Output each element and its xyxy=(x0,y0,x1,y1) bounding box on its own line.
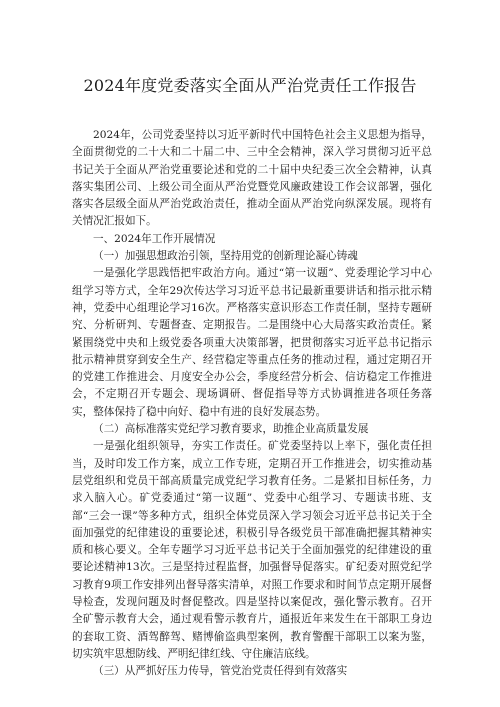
report-title: 2024年度党委落实全面从严治党责任工作报告 xyxy=(83,76,417,95)
report-body xyxy=(72,127,432,681)
subsection-paragraph-1: 一是强化学思践悟把牢政治方向。通过“第一议题”、党委理论学习中心组学习等方式，全年29次传达学习习近平总书记最新重要讲话和指示批示精神，党委中心组理论学习16次。严格落实意识形态工作责任制，坚持专题研究、分析研判、专题督查、定期报告。二是围绕中心大局落实政治责任。紧紧围绕党中央和上级党委各项重大决策部署，把贯彻落实习近平总书记指示批示精神贯穿到安全生产、经营稳定等重点任务的推动过程，通过定期召开的党建工作推进会、月度安全办公会，季度经营分析会、信访稳定工作推进会，不定期召开专题会、现场调研、督促指导等方式协调推进各项任务落实，整体保持了稳中向好、稳中有进的良好发展态势。 xyxy=(72,267,432,418)
section-heading: 一、2024年工作开展情况 xyxy=(93,232,216,245)
subsection-paragraph-2: 一是强化组织领导，夯实工作责任。矿党委坚持以上率下，强化责任担当，及时印发工作方案，成立工作专班，定期召开工作推进会，切实推动基层党组织和党员干部高质量完成党纪学习教育任务。二是紧扣目标任务，力求入脑入心。矿党委通过“第一议题”、党委中心组学习、专题读书班、支部“三会一课”等多种方式，组织全体党员深入学习领会习近平总书记关于全面加强党的纪律建设的重要论述，积极引导各级党员干部准确把握其精神实质和核心要义。全年专题学习习近平总书记关于全面加强党的纪律建设的重要论述精神13次。三是坚持过程监督，加强督导促落实。矿纪委对照党纪学习教育9项工作安排列出督导落实清单，对照工作要求和时间节点定期开展督导检查，发现问题及时督促整改。四是坚持以案促改，强化警示教育。召开全矿警示教育大会，通过观看警示教育片，通报近年来发生在干部职工身边的套取工资、酒驾醉驾、赌博偷盗典型案例，教育警醒干部职工以案为鉴，切实筑牢思想防线、严明纪律红线、守住廉洁底线。 xyxy=(72,440,432,660)
subsection-heading-3: （三）从严抓好压力传导，管党治党责任得到有效落实 xyxy=(93,665,348,678)
subsection-heading-2: （二）高标准落实党纪学习教育要求，助推企业高质量发展 xyxy=(93,423,369,436)
intro-paragraph: 2024年，公司党委坚持以习近平新时代中国特色社会主义思想为指导，全面贯彻党的二十大和二十届二中、三中全会精神，深入学习贯彻习近平总书记关于全面从严治党重要论述和党的二十届中央纪委三次全会精神，认真落实集团公司、上级公司全面从严治党暨党风廉政建设工作会议部署，强化落实各层级全面从严治党政治责任，推动全面从严治党向纵深发展。现将有关情况汇报如下。 xyxy=(72,129,432,228)
subsection-heading-1: （一）加强思想政治引领，坚持用党的创新理论凝心铸魂 xyxy=(93,250,358,263)
